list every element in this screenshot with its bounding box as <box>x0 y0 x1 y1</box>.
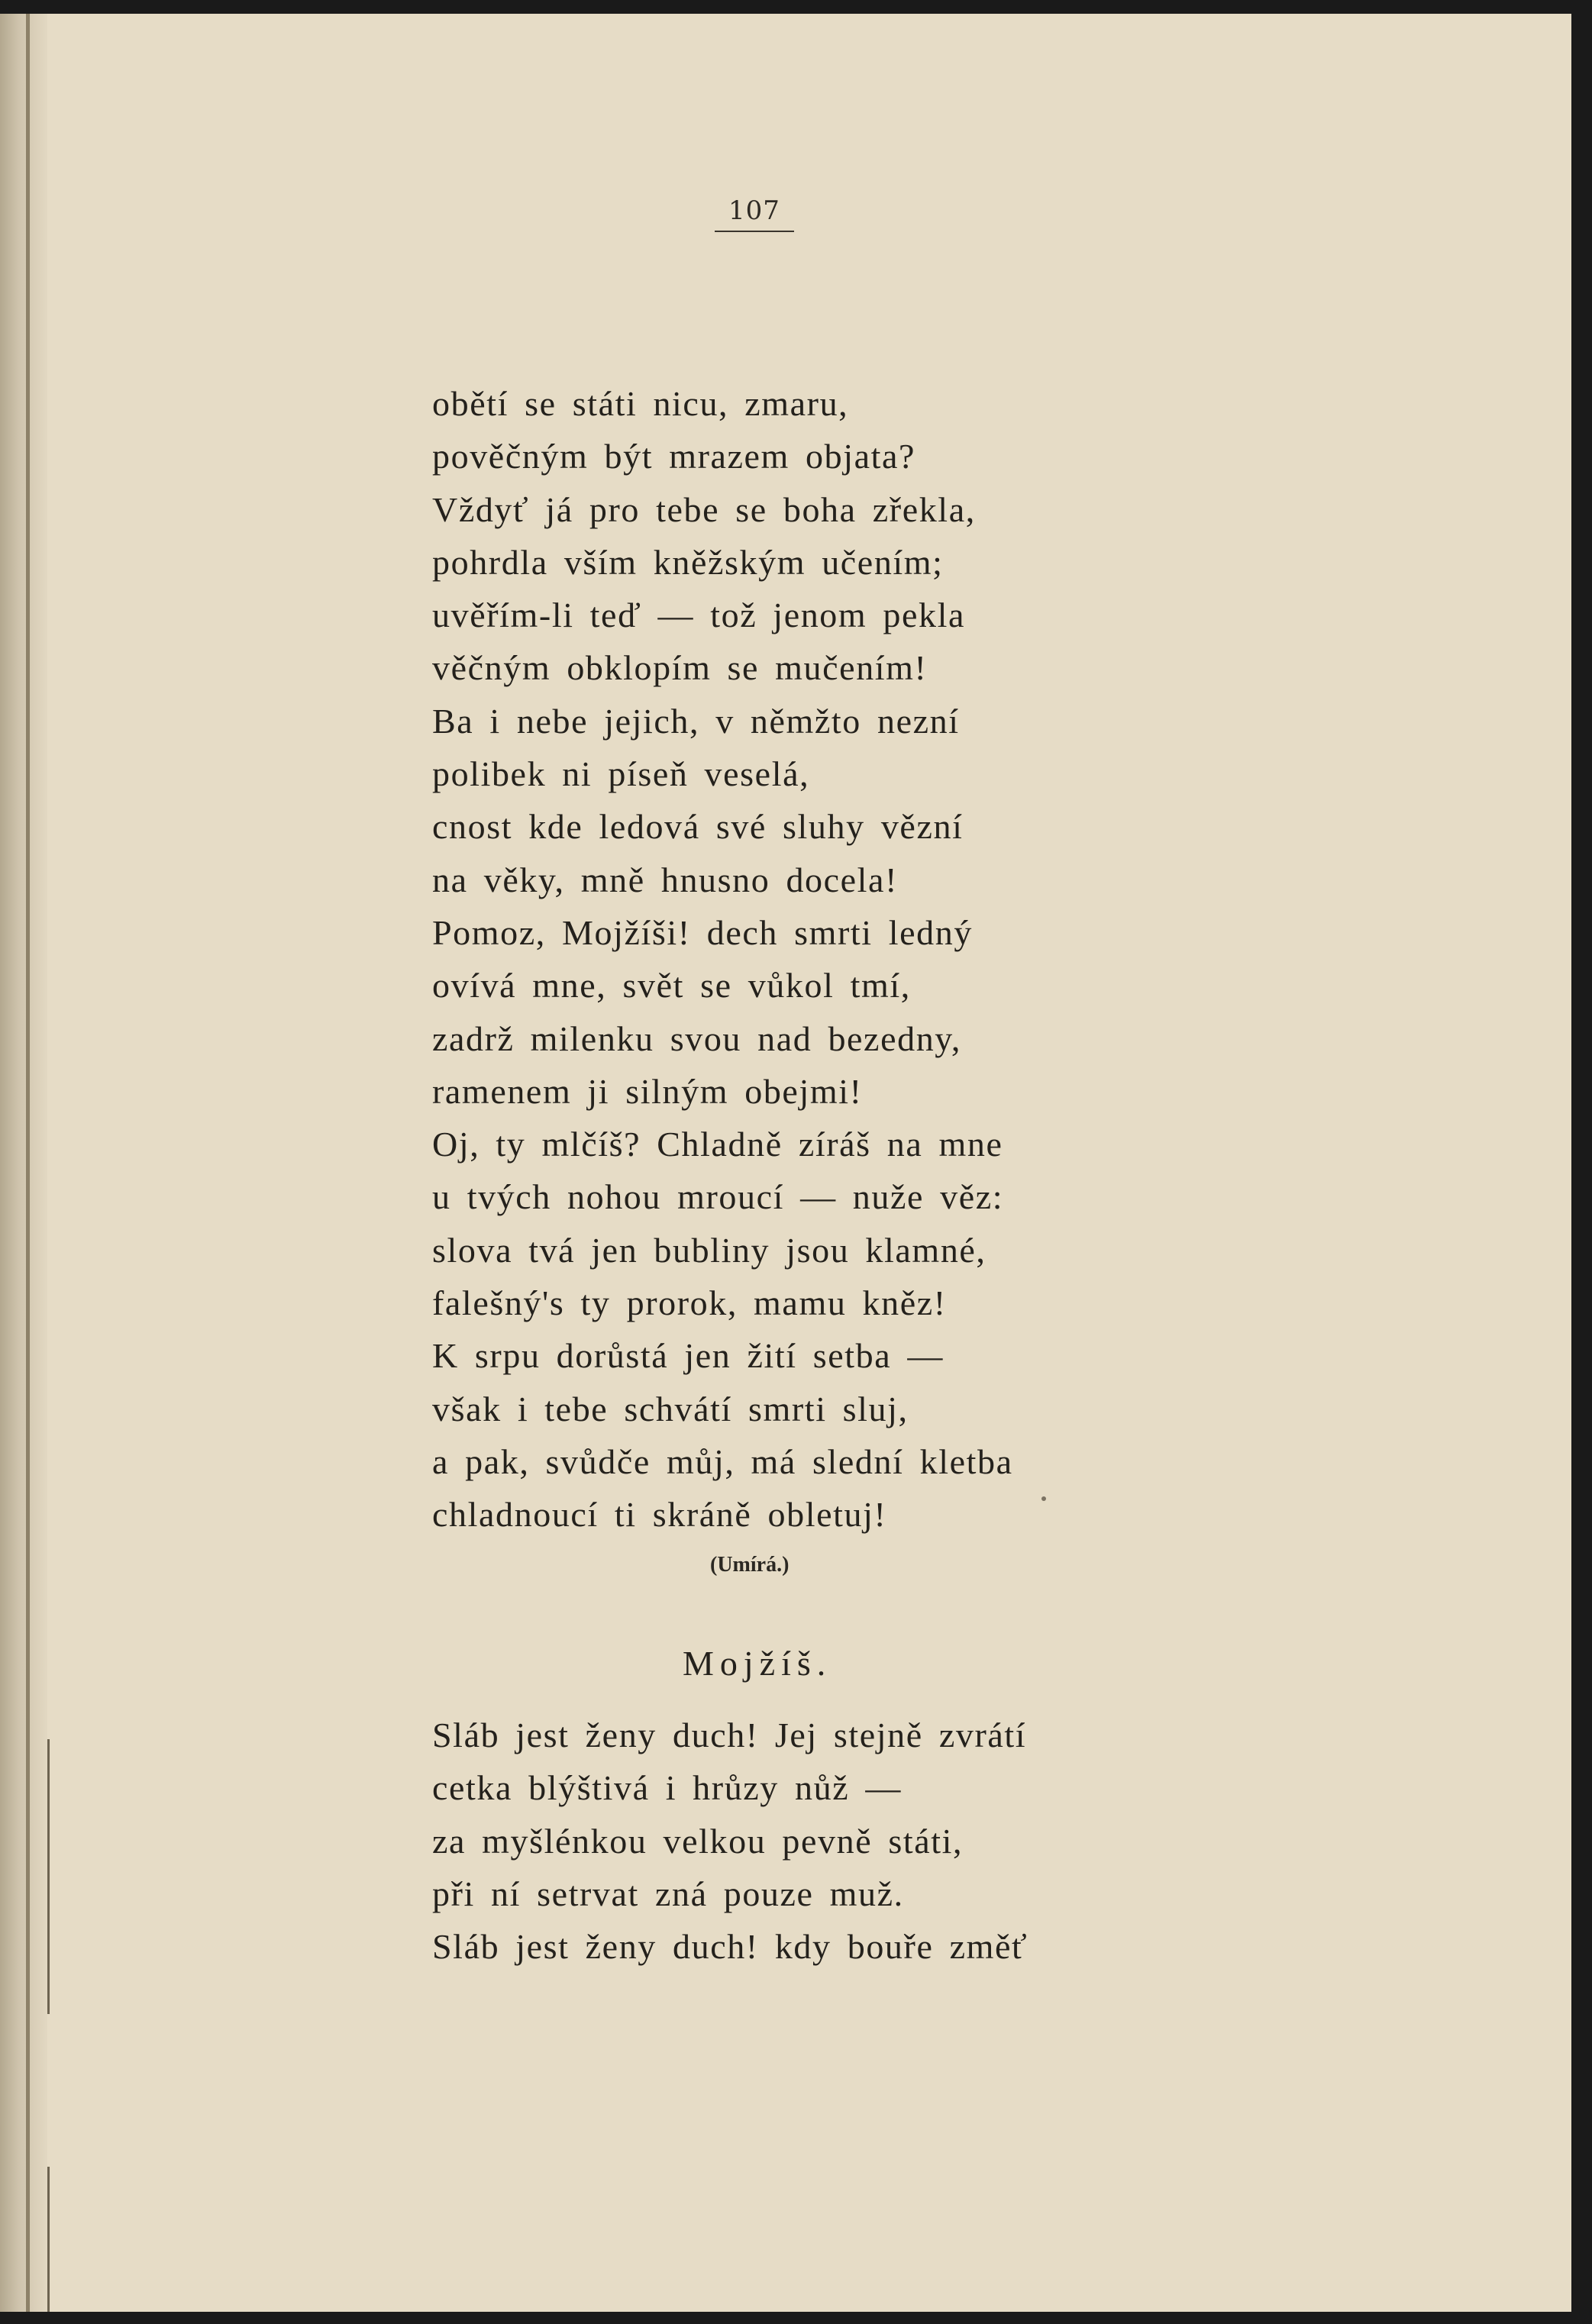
verse-line: pověčným být mrazem objata? <box>432 437 916 476</box>
print-speck <box>1041 1496 1046 1501</box>
verse-line: ramenem ji silným obejmi! <box>432 1071 863 1111</box>
verse-line: cnost kde ledová své sluhy vězní <box>432 807 964 847</box>
verse-line: při ní setrvat zná pouze muž. <box>432 1874 904 1913</box>
verse-line: Ba i nebe jejich, v němžto nezní <box>432 701 960 741</box>
verse-line: věčným obklopím se mučením! <box>432 648 928 688</box>
verse-line: Oj, ty mlčíš? Chladně zíráš na mne <box>432 1125 1003 1164</box>
verse-line: Vždyť já pro tebe se boha zřekla, <box>432 489 976 529</box>
verse-line: a pak, svůdče můj, má slední kletba <box>432 1441 1013 1481</box>
verse-line: falešný's ty prorok, mamu kněz! <box>432 1283 947 1323</box>
verse-line: polibek ni píseň veselá, <box>432 754 810 794</box>
verse-line: na věky, mně hnusno docela! <box>432 860 898 899</box>
verse-line: chladnoucí ti skráně obletuj! <box>432 1495 887 1535</box>
verse-block-before <box>432 377 1196 1541</box>
verse-line: uvěřím-li teď — tož jenom pekla <box>432 596 965 635</box>
verse-line: však i tebe schvátí smrti sluj, <box>432 1389 909 1428</box>
verse-line: Sláb jest ženy duch! kdy bouře změť <box>432 1927 1029 1967</box>
binding-edge <box>26 14 30 2312</box>
page-gutter <box>0 14 47 2312</box>
page-number: 107 <box>715 195 794 232</box>
stage-direction: (Umírá.) <box>710 1553 790 1577</box>
verse-line: Pomoz, Mojžíši! dech smrti ledný <box>432 912 973 952</box>
verse-line: u tvých nohou mroucí — nuže věz: <box>432 1177 1004 1217</box>
verse-line: ovívá mne, svět se vůkol tmí, <box>432 966 911 1005</box>
book-page <box>0 14 1571 2312</box>
verse-line: Sláb jest ženy duch! Jej stejně zvrátí <box>432 1716 1027 1754</box>
verse-block-after <box>432 1709 1196 1973</box>
verse-line: K srpu dorůstá jen žití setba — <box>432 1336 944 1376</box>
verse-line: zadrž milenku svou nad bezedny, <box>432 1018 962 1058</box>
verse-line: cetka blýštivá i hrůzy nůž — <box>432 1768 902 1808</box>
verse-line: slova tvá jen bubliny jsou klamné, <box>432 1230 987 1270</box>
page-edge-mark <box>47 2167 50 2312</box>
page-edge-mark <box>47 1739 50 2014</box>
verse-line: pohrdla vším kněžským učením; <box>432 542 944 582</box>
speaker-name: Mojžíš. <box>683 1644 832 1683</box>
verse-line: obětí se státi nicu, zmaru, <box>432 384 849 423</box>
verse-line: za myšlénkou velkou pevně státi, <box>432 1821 964 1861</box>
